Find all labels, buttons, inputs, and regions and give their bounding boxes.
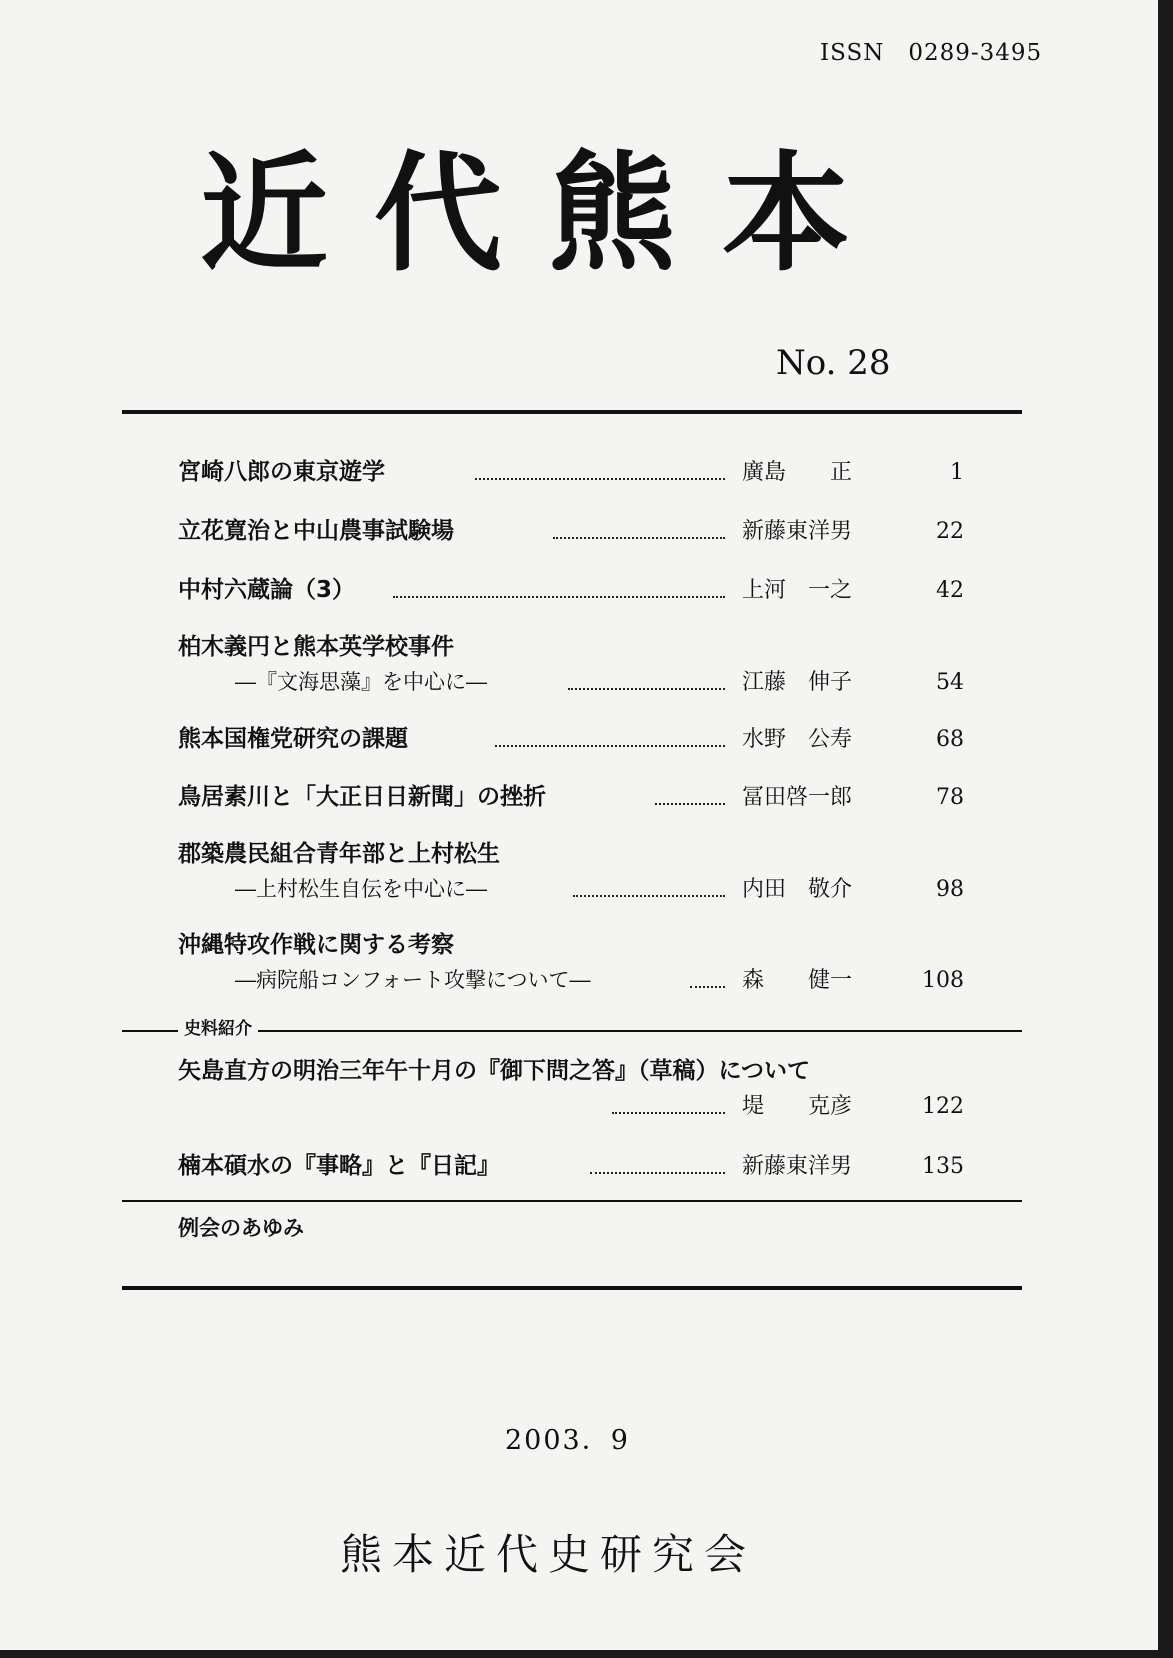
section-label: 史料紹介 (178, 1021, 258, 1038)
dot-leader (553, 537, 725, 539)
toc-entry-subtitle: ―『文海思藻』を中心に― (235, 670, 487, 694)
source-item-author: 堤 克彦 (742, 1094, 853, 1119)
publication-date: 2003．9 (505, 1425, 630, 1456)
toc-entry-title: 立花寛治と中山農事試験場 (178, 518, 454, 544)
toc-entry-author: 上河 一之 (742, 578, 853, 603)
toc-entry-author: 冨田啓一郎 (742, 785, 853, 810)
toc-entry-page: 78 (936, 785, 964, 810)
toc-entry-author: 新藤東洋男 (742, 519, 853, 544)
toc-entry-title: 中村六蔵論（3） (178, 577, 356, 603)
source-item-page: 135 (922, 1154, 964, 1179)
toc-entry-title: 宮崎八郎の東京遊学 (178, 459, 385, 485)
source-item-title: 矢島直方の明治三年午十月の『御下問之答』（草稿）について (178, 1058, 811, 1084)
dot-leader (612, 1112, 725, 1114)
toc-entry-subtitle: ―病院船コンフォート攻撃について― (235, 968, 591, 992)
toc-entry-page: 98 (936, 877, 964, 902)
toc-entry-author: 内田 敬介 (742, 877, 853, 902)
toc-entry-page: 42 (936, 578, 964, 603)
toc-entry-page: 1 (950, 460, 964, 485)
issue-number: No. 28 (776, 343, 891, 383)
toc-entry-page: 68 (936, 727, 964, 752)
publisher-name: 熊本近代史研究会 (340, 1530, 757, 1579)
dot-leader (393, 596, 725, 598)
toc-entry-author: 水野 公寿 (742, 727, 853, 752)
toc-entry-subtitle: ―上村松生自伝を中心に― (235, 877, 487, 901)
source-item-page: 122 (922, 1094, 964, 1119)
toc-entry-page: 108 (922, 968, 964, 993)
section-divider (122, 1200, 1022, 1202)
toc-entry-title: 郡築農民組合青年部と上村松生 (178, 841, 500, 867)
toc-entry-author: 廣島 正 (742, 460, 853, 485)
toc-entry-title: 柏木義円と熊本英学校事件 (178, 634, 454, 660)
journal-title: 近代熊本 (200, 139, 897, 289)
source-item-title: 楠本碩水の『事略』と『日記』 (178, 1153, 500, 1179)
toc-entry-author: 江藤 伸子 (742, 670, 853, 695)
bottom-divider (122, 1286, 1022, 1290)
source-item-author: 新藤東洋男 (742, 1154, 853, 1179)
dot-leader (590, 1172, 725, 1174)
toc-entry-title: 熊本国権党研究の課題 (178, 726, 408, 752)
dot-leader (655, 803, 725, 805)
toc-entry-title: 鳥居素川と「大正日日新聞」の挫折 (178, 784, 546, 810)
reports-item: 例会のあゆみ (178, 1216, 304, 1240)
toc-entry-title: 沖縄特攻作戦に関する考察 (178, 932, 454, 958)
toc-entry-author: 森 健一 (742, 968, 853, 993)
dot-leader (690, 986, 725, 988)
dot-leader (495, 745, 725, 747)
dot-leader (573, 895, 725, 897)
toc-entry-page: 54 (936, 670, 964, 695)
toc-entry-page: 22 (936, 519, 964, 544)
dot-leader (568, 688, 725, 690)
dot-leader (475, 478, 725, 480)
issn-number: ISSN 0289-3495 (820, 40, 1043, 66)
